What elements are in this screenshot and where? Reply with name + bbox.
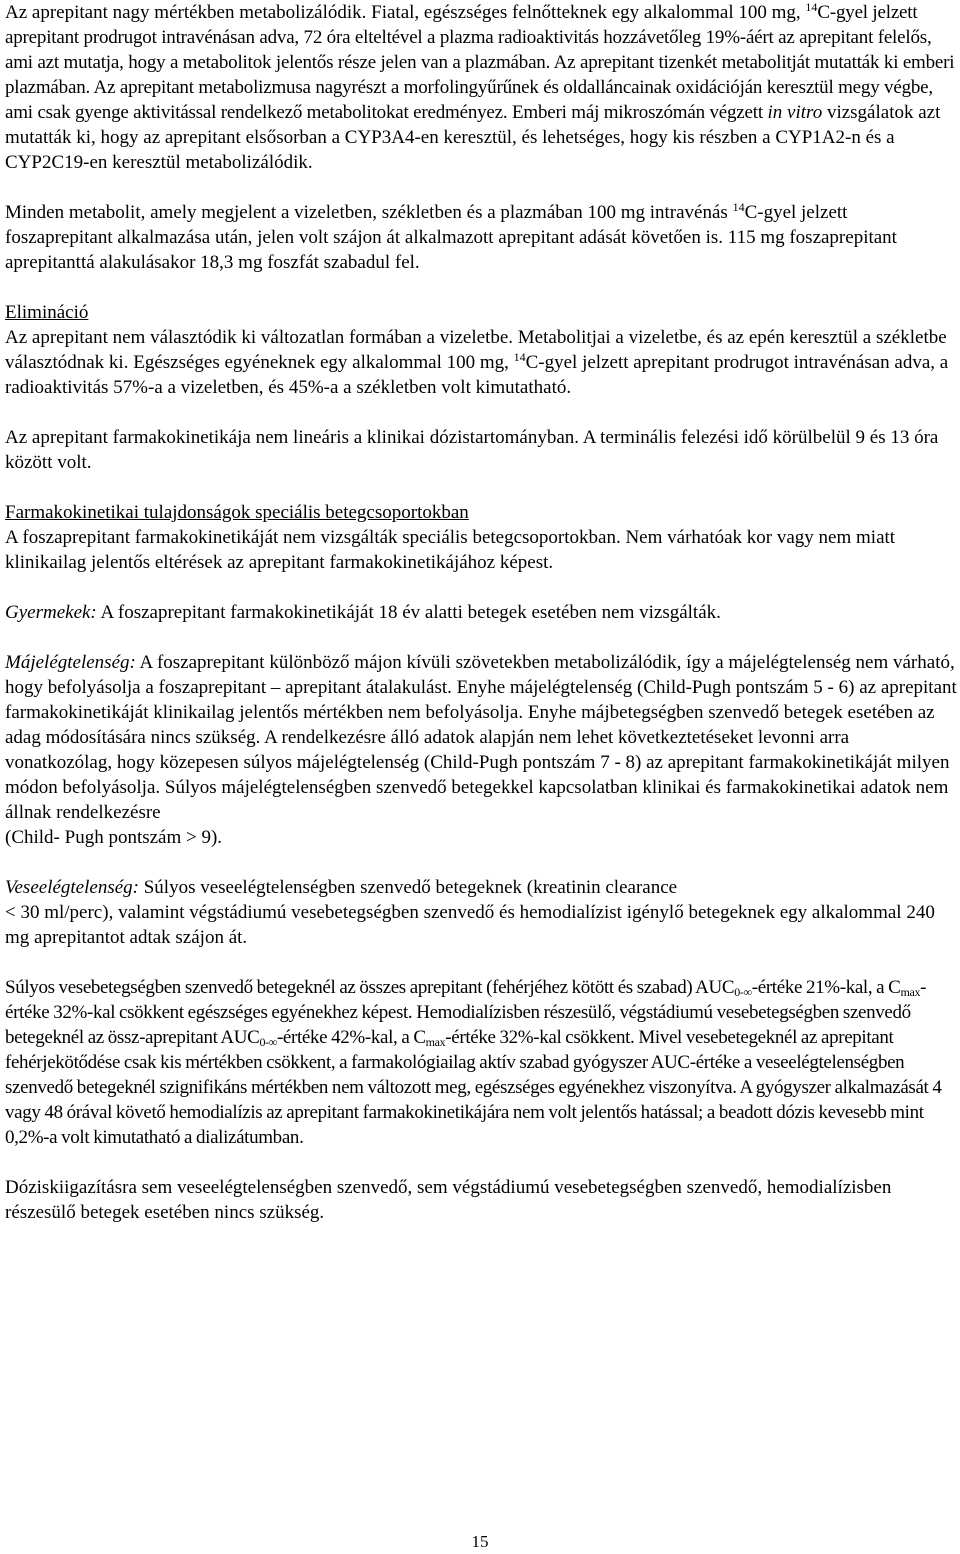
superscript: 14 [513,350,526,364]
text: C-gyel jelzett aprepitant prodrugot intravénásan adva, 72 óra elteltével a plazma radioaktivitás hozzávetőleg 19%-áért az aprepitant felelős, ami azt mutatja, hogy a metabolitok jelentős része jelen van a plazmában. Az aprepitant tizenkét metabolitját mutatták ki emberi plazmában. Az aprepitant metabolizmusa nagyrészt a morfolingyűrűnek és oldalláncainak oxidációján keresztül megy végbe, ami csak gyenge aktivitással rendelkező metabolitokat eredményez. Emberi máj mikroszómán végzett [5,2,955,123]
renal-label: Veseelégtelenség: [5,877,139,898]
metabolism-paragraph [5,0,957,175]
subscript: max [425,1035,446,1049]
text: (Child- Pugh pontszám > 9). [5,827,223,848]
dose-adjustment-paragraph: Dóziskiigazításra sem veseelégtelenségben szenvedő, sem végstádiumú vesebetegségben szenvedő, hemodialízisben részesülő betegek esetében nincs szükség. [5,1177,892,1223]
superscript: 14 [732,200,745,214]
children-paragraph [5,600,957,625]
elimination-heading: Elimináció [5,302,89,323]
special-populations-paragraph: A foszaprepitant farmakokinetikáját nem vizsgálták speciális betegcsoportokban. Nem várhatóak kor vagy nem miatt klinikailag jelentős eltérések az aprepitant farmakokinetikájához képest. [5,527,896,573]
document-page [5,0,957,1225]
text: C-gyel jelzett aprepitant prodrugot intravénásan adva, a radioaktivitás 57%-a a vizeletben, és 45%-a a székletben volt kimutatható. [5,352,949,398]
italic-text: in vitro [767,102,823,123]
metabolite-paragraph [5,200,957,275]
pharmacokinetics-paragraph: Az aprepitant farmakokinetikája nem lineáris a klinikai dózistartományban. A terminális felezési idő körülbelül 9 és 13 óra között volt. [5,427,939,473]
text: A foszaprepitant farmakokinetikáját 18 év alatti betegek esetében nem vizsgálták. [96,602,721,623]
text: -értéke 42%-kal, a C [276,1027,426,1048]
severe-renal-paragraph [5,975,957,1150]
text: Súlyos vesebetegségben szenvedő betegeknél az összes aprepitant (fehérjéhez kötött és szabad) AUC [5,977,735,998]
subscript: 0-∞ [734,985,752,999]
hepatic-label: Májelégtelenség: [5,652,136,673]
text: < 30 ml/perc), valamint végstádiumú vesebetegségben szenvedő és hemodialízist igénylő betegeknek egy alkalommal 240 mg aprepitantot adtak szájon át. [5,902,935,948]
text: Súlyos veseelégtelenségben szenvedő betegeknek (kreatinin clearance [138,877,678,898]
text: Az aprepitant nem választódik ki változatlan formában a vizeletbe. Metabolitjai a vizeletbe, és az epén keresztül a székletbe választódnak ki. Egészséges egyéneknek egy alkalommal 100 mg, [5,327,947,373]
text: Az aprepitant nagy mértékben metabolizálódik. Fiatal, egészséges felnőtteknek egy alkalommal 100 mg, [5,2,806,23]
children-label: Gyermekek: [5,602,97,623]
page-number: 15 [471,1532,489,1551]
text: -értéke 32%-kal csökkent egészséges egyénekhez képest. Hemodialízisben részesülő, végstádiumú vesebetegségben szenvedő betegeknél az össz-aprepitant AUC [5,977,927,1048]
superscript: 14 [805,0,818,14]
text: Minden metabolit, amely megjelent a vizeletben, székletben és a plazmában 100 mg intravénás [5,202,733,223]
renal-paragraph [5,875,957,950]
subscript: 0-∞ [259,1035,277,1049]
hepatic-paragraph [5,650,957,850]
text: -értéke 32%-kal csökkent. Mivel vesebetegeknél az aprepitant fehérjekötődése csak kis mértékben csökkent, a farmakológiailag aktív szabad gyógyszer AUC-értéke a veseelégtelenségben szenvedő betegeknél szignifikáns mértékben nem változott meg, egészséges egyénekhez viszonyítva. A gyógyszer alkalmazását 4 vagy 48 órával követő hemodialízis az aprepitant farmakokinetikájára nem volt jelentős hatással; a beadott dózis kevesebb mint 0,2%-a volt kimutatható a dializátumban. [5,1027,942,1148]
text: -értéke 21%-kal, a C [751,977,901,998]
special-populations-heading: Farmakokinetikai tulajdonságok speciális betegcsoportokban [5,502,469,523]
elimination-paragraph [5,325,957,400]
text: vizsgálatok azt mutatták ki, hogy az aprepitant elsősorban a CYP3A4-en keresztül, és lehetséges, hogy kis részben a CYP1A2-n és a CYP2C19-en keresztül metabolizálódik. [5,102,941,173]
subscript: max [900,985,921,999]
text: C-gyel jelzett foszaprepitant alkalmazása után, jelen volt szájon át alkalmazott aprepitant adását követően is. 115 mg foszaprepitant aprepitanttá alakulásakor 18,3 mg foszfát szabadul fel. [5,202,897,273]
text: A foszaprepitant különböző májon kívüli szövetekben metabolizálódik, így a májelégtelenség nem várható, hogy befolyásolja a foszaprepitant – aprepitant átalakulást. Enyhe májelégtelenség (Child-Pugh pontszám 5 - 6) az aprepitant farmakokinetikáját klinikailag jelentős mértékben nem befolyásolja. Enyhe májbetegségben szenvedő betegek esetében az adag módosítására nincs szükség. A rendelkezésre álló adatok alapján nem lehet következtetéseket levonni arra vonatkozólag, hogy közepesen súlyos májelégtelenség (Child-Pugh pontszám 7 - 8) az aprepitant farmakokinetikáját milyen módon befolyásolja. Súlyos májelégtelenségben szenvedő betegekkel kapcsolatban klinikai és farmakokinetikai adatok nem állnak rendelkezésre [5,652,957,823]
